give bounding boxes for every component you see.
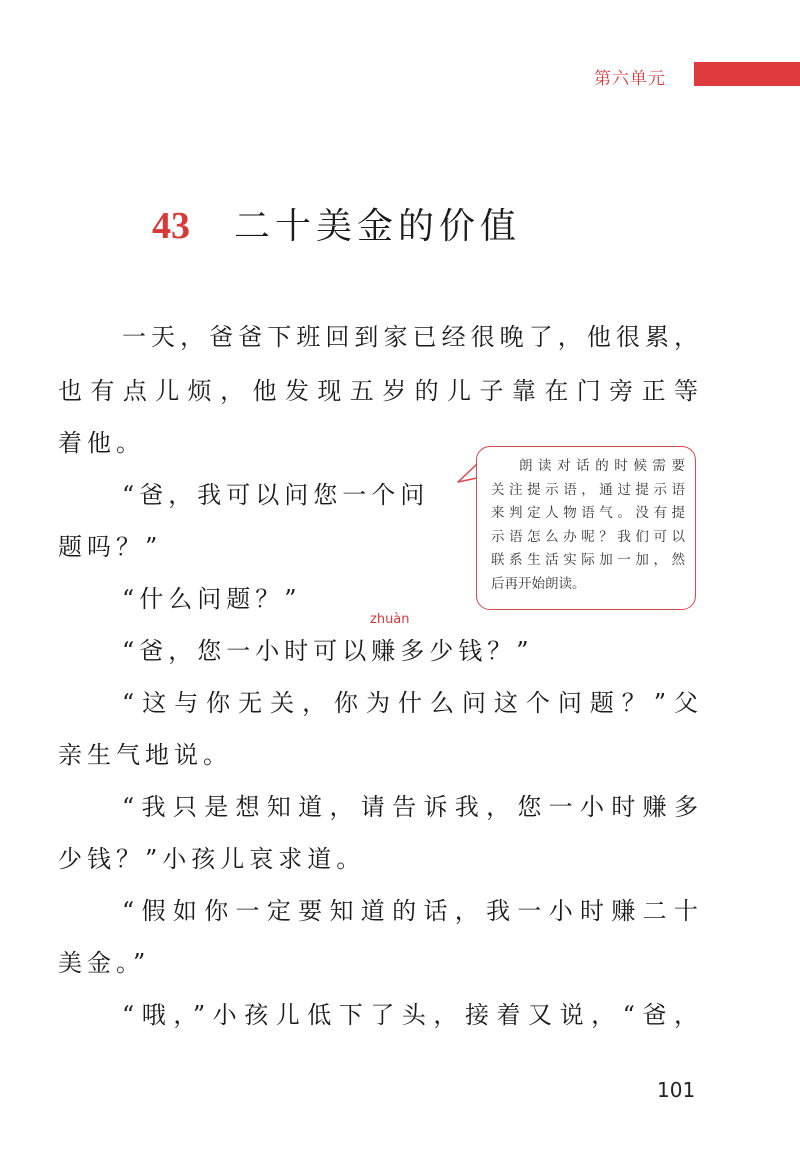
- body-line: 少钱？”小孩儿哀求道。: [58, 845, 366, 873]
- unit-color-bar: [694, 62, 800, 86]
- lesson-title: 二十美金的价值: [234, 206, 522, 247]
- callout-line: 关注提示语，通过提示语: [491, 481, 685, 498]
- body-line: “假如你一定要知道的话，我一小时赚二十: [122, 897, 698, 925]
- callout-line: 联系生活实际加一加，然: [491, 552, 685, 568]
- body-line: 着他。: [58, 429, 145, 457]
- lesson-number: 43: [152, 205, 190, 247]
- body-line: 美金。”: [58, 949, 151, 977]
- body-line: 亲生气地说。: [58, 741, 232, 769]
- body-line: 一天，爸爸下班回到家已经很晚了，他很累，: [122, 323, 698, 351]
- callout-line: 后再开始朗读。: [491, 575, 586, 592]
- body-line: “哦，”小孩儿低下了头，接着又说，“爸，: [122, 1001, 698, 1029]
- body-line: 也有点儿烦，他发现五岁的儿子靠在门旁正等: [58, 377, 698, 405]
- callout-line: 朗读对话的时候需要: [519, 458, 685, 474]
- body-line: “这与你无关，你为什么问这个问题？”父: [122, 689, 698, 717]
- lesson-heading: [152, 198, 521, 249]
- body-line: “爸，您一小时可以赚多少钱？”: [122, 637, 534, 665]
- reading-tip-callout: [476, 446, 696, 610]
- body-line: “爸，我可以问您一个问: [122, 481, 430, 509]
- body-line: 题吗？”: [58, 533, 163, 561]
- body-line: “什么问题？”: [122, 585, 302, 613]
- unit-label: 第六单元: [594, 69, 666, 89]
- page-number: 101: [657, 1078, 696, 1102]
- body-line: “我只是想知道，请告诉我，您一小时赚多: [122, 793, 698, 821]
- callout-line: 示语怎么办呢？我们可以: [491, 528, 685, 545]
- pinyin-annotation: zhuàn: [370, 612, 410, 627]
- callout-line: 来判定人物语气。没有提: [491, 505, 685, 521]
